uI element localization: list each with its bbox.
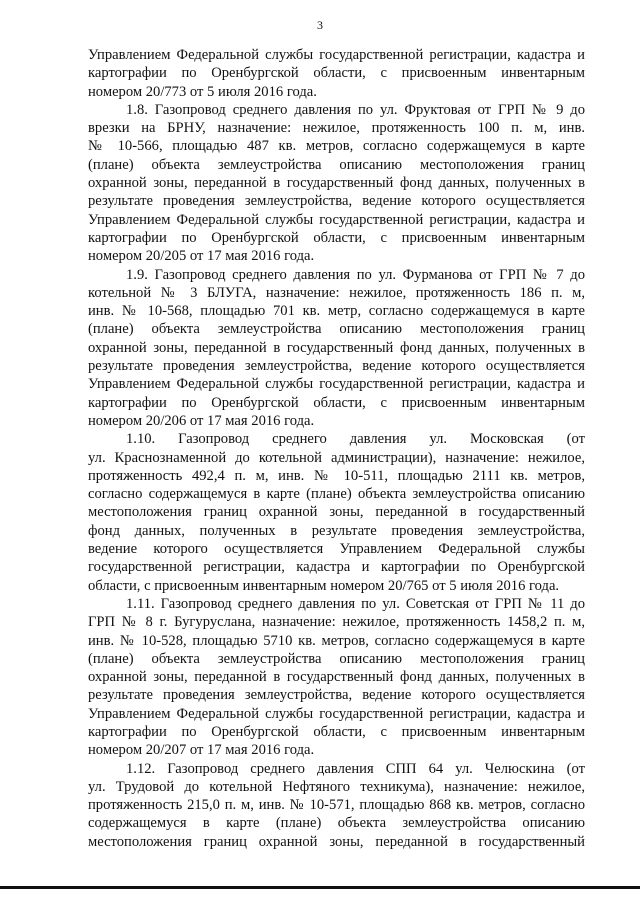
- text-line: ул. Краснознаменной до котельной администрации), назначение: нежилое,: [88, 449, 585, 466]
- text-line: местоположения границ охранной зоны, переданной в государственный: [88, 504, 585, 521]
- text-line: ведение которого осуществляется Управлением Федеральной службы: [88, 541, 585, 558]
- text-line: номером 20/207 от 17 мая 2016 года.: [88, 742, 315, 759]
- text-line: Управлением Федеральной службы государственной регистрации, кадастра и: [88, 705, 585, 722]
- text-line: (плане) объекта землеустройства описанию местоположения границ: [88, 321, 585, 338]
- text-line: котельной № 3 БЛУГА, назначение: нежилое, протяженность 186 п. м,: [88, 284, 585, 301]
- text-line: протяженность 492,4 п. м, инв. № 10-511, площадью 2111 кв. метров,: [88, 467, 585, 484]
- text-line: Управлением Федеральной службы государственной регистрации, кадастра и: [88, 47, 585, 63]
- paragraph-item-1-12: [88, 760, 585, 851]
- text-line: Управлением Федеральной службы государственной регистрации, кадастра и: [88, 211, 585, 228]
- text-line: врезки на БРНУ, назначение: нежилое, протяженность 100 п. м, инв.: [88, 120, 585, 137]
- paragraph-item-1-11: [88, 595, 585, 760]
- document-body: [88, 46, 585, 851]
- text-line: области, с присвоенным инвентарным номером 20/765 от 5 июля 2016 года.: [88, 577, 560, 594]
- text-line: Управлением Федеральной службы государственной регистрации, кадастра и: [88, 376, 585, 393]
- page-bottom-rule: [0, 886, 640, 889]
- text-line: содержащемуся в карте (плане) объекта землеустройства описанию: [88, 815, 585, 832]
- paragraph-item-1-9: [88, 266, 585, 431]
- text-line: 1.9. Газопровод среднего давления по ул. Фурманова от ГРП № 7 до: [126, 266, 585, 283]
- text-line: ул. Трудовой до котельной Нефтяного техникума), назначение: нежилое,: [88, 778, 585, 795]
- text-line: местоположения границ охранной зоны, переданной в государственный: [88, 833, 585, 850]
- text-line: государственной регистрации, кадастра и картографии по Оренбургской: [88, 559, 585, 576]
- text-line: инв. № 10-528, площадью 5710 кв. метров, согласно содержащемуся в карте: [88, 632, 585, 649]
- text-line: картографии по Оренбургской области, с присвоенным инвентарным: [88, 229, 585, 246]
- text-line: картографии по Оренбургской области, с присвоенным инвентарным: [88, 394, 585, 411]
- text-line: 1.11. Газопровод среднего давления по ул. Советская от ГРП № 11 до: [126, 595, 585, 612]
- paragraph-continuation: [88, 46, 585, 101]
- paragraph-item-1-8: [88, 101, 585, 266]
- text-line: охранной зоны, переданной в государственный фонд данных, полученных в: [88, 339, 585, 356]
- text-line: картографии по Оренбургской области, с присвоенным инвентарным: [88, 65, 585, 82]
- text-line: (плане) объекта землеустройства описанию местоположения границ: [88, 650, 585, 667]
- text-line: результате проведения землеустройства, ведение которого осуществляется: [88, 358, 585, 375]
- text-line: результате проведения землеустройства, ведение которого осуществляется: [88, 193, 585, 210]
- paragraph-item-1-10: [88, 430, 585, 595]
- page-number: 3: [317, 18, 323, 32]
- text-line: номером 20/773 от 5 июля 2016 года.: [88, 83, 317, 100]
- text-line: номером 20/205 от 17 мая 2016 года.: [88, 248, 315, 265]
- text-line: 1.8. Газопровод среднего давления по ул. Фруктовая от ГРП № 9 до: [126, 101, 585, 118]
- text-line: инв. № 10-568, площадью 701 кв. метр, согласно содержащемуся в карте: [88, 303, 585, 320]
- text-line: картографии по Оренбургской области, с присвоенным инвентарным: [88, 723, 585, 740]
- text-line: номером 20/206 от 17 мая 2016 года.: [88, 412, 315, 429]
- text-line: согласно содержащемуся в карте (плане) объекта землеустройства описанию: [88, 486, 585, 503]
- text-line: 1.12. Газопровод среднего давления СПП 64 ул. Челюскина (от: [126, 760, 585, 777]
- text-line: 1.10. Газопровод среднего давления ул. Московская (от: [126, 431, 585, 448]
- text-line: охранной зоны, переданной в государственный фонд данных, полученных в: [88, 175, 585, 192]
- text-line: охранной зоны, переданной в государственный фонд данных, полученных в: [88, 669, 585, 686]
- text-line: ГРП № 8 г. Бугуруслана, назначение: нежилое, протяженность 1458,2 п. м,: [88, 614, 585, 631]
- text-line: результате проведения землеустройства, ведение которого осуществляется: [88, 687, 585, 704]
- text-line: № 10-566, площадью 487 кв. метров, согласно содержащемуся в карте: [88, 138, 585, 155]
- text-line: (плане) объекта землеустройства описанию местоположения границ: [88, 156, 585, 173]
- text-line: фонд данных, полученных в результате проведения землеустройства,: [88, 522, 585, 539]
- text-line: протяженность 215,0 п. м, инв. № 10-571, площадью 868 кв. метров, согласно: [88, 797, 585, 814]
